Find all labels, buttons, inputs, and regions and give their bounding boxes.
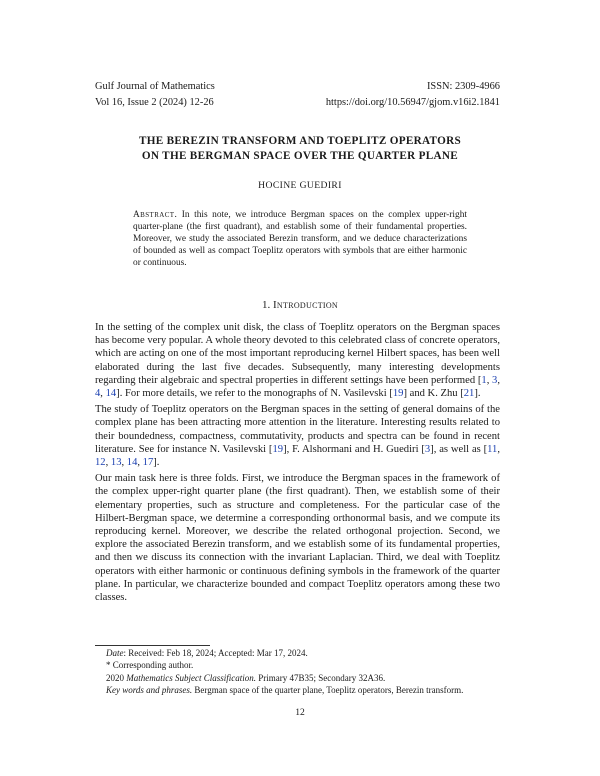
journal-name: Gulf Journal of Mathematics [95, 81, 215, 92]
citation-link[interactable]: 1 [481, 374, 487, 386]
citation-link[interactable]: 3 [492, 374, 498, 386]
citation-link[interactable]: 14 [126, 457, 138, 469]
issn: ISSN: 2309-4966 [426, 81, 500, 92]
author-name: HOCINE GUEDIRI [258, 180, 342, 191]
footnote-msc [95, 672, 500, 684]
date-text: : Received: Feb 18, 2024; Accepted: Mar 17, 2024. [123, 648, 308, 658]
footnotes [95, 647, 500, 697]
journal-header [95, 79, 215, 111]
citation-link[interactable]: 14 [105, 388, 117, 400]
footnote-keywords [95, 684, 500, 696]
title-line-1: THE BEREZIN TRANSFORM AND TOEPLITZ OPERATORS [138, 135, 462, 147]
journal-issue: Vol 16, Issue 2 (2024) 12-26 [95, 97, 214, 108]
journal-identifiers [326, 79, 500, 111]
footnote-corresponding: * Corresponding author. [106, 660, 194, 671]
abstract-text: In this note, we introduce Bergman spaces on the complex upper-right quarter-plane (the first quadrant), and establish some of their fundamental properties. Moreover, we study the associated Berezin transform, and we deduce characterizations of bounded as well as compact Toeplitz operators with symbols that are either harmonic or continuous. [133, 210, 467, 268]
section-number: 1. [261, 299, 271, 311]
paper-title [95, 134, 505, 164]
citation-link[interactable]: 11 [487, 443, 498, 455]
doi-link[interactable]: https://doi.org/10.56947/gjom.v16i2.1841 [325, 97, 500, 108]
keywords-text: Bergman space of the quarter plane, Toeplitz operators, Berezin transform. [194, 685, 464, 696]
msc-year: 2020 [106, 672, 124, 683]
paragraph-text: ] and K. Zhu [ [403, 388, 464, 400]
keywords-label: Key words and phrases. [106, 685, 193, 696]
citation-link[interactable]: 17 [142, 457, 154, 469]
paragraph-text: ]. For more details, we refer to the monographs of N. Vasilevski [ [116, 388, 393, 400]
title-line-2: ON THE BERGMAN SPACE OVER THE QUARTER PLANE [141, 150, 459, 162]
abstract [133, 209, 467, 269]
section-heading [95, 299, 505, 311]
msc-text: Primary 47B35; Secondary 32A36. [258, 672, 386, 683]
section-title: Introduction [272, 299, 339, 311]
paragraph-text: ], as well as [ [430, 443, 488, 455]
citation-link[interactable]: 4 [95, 388, 101, 400]
citation-link[interactable]: 3 [424, 443, 431, 455]
paragraph-3: Our main task here is three folds. First, we introduce the Bergman spaces in the framework of the complex upper-right quarter plane (the first quadrant). Then, we establish some of their elementary properties, such as structure and completeness. For the particular case of the Hilbert-Bergman space, we determine a corresponding orthonormal basis, and we compute its reproducing kernel. Moreover, we describe the related orthogonal projection. Second, we explore the associated Berezin transform, and we establish some of its fundamental properties, and then we discuss its connection with the invariant Laplacian. Third, we deal with Toeplitz operators with either harmonic or continuous defining symbols in the framework of the quarter plane. In particular, we characterize bounded and compact Toeplitz operators among these two classes. [95, 473, 500, 604]
citation-link[interactable]: 21 [463, 388, 475, 400]
paragraph-text: ], F. Alshormani and H. Guediri [ [283, 443, 425, 455]
body-text [95, 321, 500, 607]
abstract-label: Abstract. [133, 210, 178, 220]
paragraph-text: In the setting of the complex unit disk, the class of Toeplitz operators on the Bergman spaces has become very popular. A whole theory devoted to this celebrated class of concrete operators, which are acting on one of the most important reproducing kernel Hilbert spaces, has been well elaborated during the last five decades. Subsequently, many interesting developments regarding their algebraic and spectral properties in different settings have been performed [ [95, 322, 500, 386]
footnote-date [95, 647, 500, 659]
page-number: 12 [295, 707, 305, 718]
paragraph-text: ]. [474, 388, 481, 400]
msc-label: Mathematics Subject Classification. [126, 672, 256, 683]
citation-link[interactable]: 19 [272, 443, 284, 455]
citation-link[interactable]: 13 [110, 457, 122, 469]
paragraph-text: The study of Toeplitz operators on the Bergman spaces in the setting of general domains of the complex plane has been attracting more attention in the literature. Interesting results related to their boundedness, compactness, commutativity, products and spectra can be found in recent literature. See for instance N. Vasilevski [ [95, 404, 500, 455]
date-label: Date [106, 648, 124, 658]
citation-link[interactable]: 19 [392, 388, 404, 400]
paragraph-1: In the setting of the complex unit disk, the class of Toeplitz operators on the Bergman spaces has become very popular. A whole theory devoted to this celebrated class of concrete operators, which are acting on one of the most important reproducing kernel Hilbert spaces, has been well elaborated during the last five decades. Subsequently, many interesting developments regarding their algebraic and spectral properties in different settings have been performed [1, 3, 4, 14]. For more details, we refer to the monographs of N. Vasilevski [19] and K. Zhu [21]. [95, 322, 500, 400]
paragraph-2: The study of Toeplitz operators on the Bergman spaces in the setting of general domains of the complex plane has been attracting more attention in the literature. Interesting results related to their boundedness, compactness, commutativity, products and spectra can be found in recent literature. See for instance N. Vasilevski [19], F. Alshormani and H. Guediri [3], as well as [11, 12, 13, 14, 17]. [95, 404, 500, 469]
paragraph-text: ]. [153, 457, 160, 469]
footnote-rule [95, 645, 210, 646]
citation-link[interactable]: 12 [95, 457, 106, 469]
